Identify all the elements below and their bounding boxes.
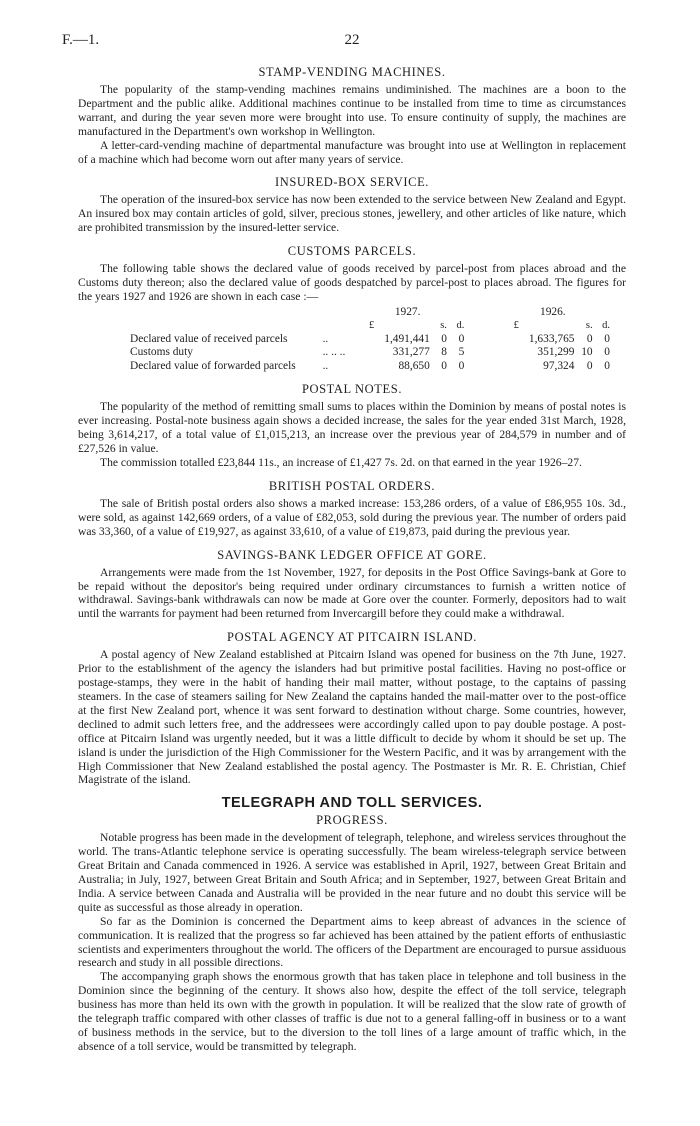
paragraph: The accompanying graph shows the enormous growth that has taken place in telephone and toll business in the Dominion since the beginning of the century. It shows also how, despite the effect of the toll service, telegraph business has more than held its own with the growth in population. It will be realized that the slow rate of growth of the telegraph traffic compared with other classes of traffic is due not to a general falling-off in business or to a want of business methods in the service, but to the diversion to the toll lines of a large amount of traffic which, in the absence of a toll service, would be transmitted by telegraph. (78, 970, 626, 1053)
cell-pounds: 1,633,765 (528, 332, 575, 345)
paragraph: The popularity of the method of remitting small sums to places within the Dominion by means of postal notes is ever increasing. Postal-note business again shows a decided increase, the sales for the year ended 31st March, 1928, being 3,614,217, of a total value of £1,015,213, an increase over the previous year of 284,579 in number and of £27,526 in value. (78, 400, 626, 456)
paragraph: The following table shows the declared value of goods received by parcel-post from places abroad and the Customs duty thereon; also the declared value of goods despatched by parcel-post to places abroad. The figures for the years 1927 and 1926 are shown in each case :— (78, 262, 626, 303)
section-title-postal-notes: POSTAL NOTES. (301, 382, 403, 397)
unit-pence: d. (456, 320, 465, 332)
paragraph: A letter-card-vending machine of departmental manufacture was brought into use at Wellington in replacement of a machine which had become worn out after many years of service. (78, 138, 626, 166)
table-unit-row (130, 319, 610, 333)
cell-pence: 0 (458, 359, 465, 372)
cell-pounds: 331,277 (392, 346, 430, 359)
cell-shillings: 8 (441, 346, 447, 359)
section-title-savings-bank-gore: SAVINGS-BANK LEDGER OFFICE AT GORE. (217, 547, 487, 562)
cell-shillings: 0 (586, 359, 593, 372)
paragraph: Arrangements were made from the 1st November, 1927, for deposits in the Post Office Savings-bank at Gore to be repaid without the depositor's being required under ordinary circumstances to furnish a written notice of withdrawal. Savings-bank withdrawals can now be made at Gore over the counter. Formerly, depositors had to wait until the warrants for payment had been returned from Invercargill before they could make a withdrawal. (78, 565, 626, 621)
cell-pence: 0 (604, 359, 610, 372)
paragraph: A postal agency of New Zealand established at Pitcairn Island was opened for business on the 7th June, 1927. Prior to the establishment of the agency the islanders had but primitive postal facilities. Having no post-office or postage-stamps, they were in the habit of handing their mail matter, without postage, to the captains of passing steamers. In the case of steamers sailing for New Zealand the captains handed the mail-matter over to the post-office at the first New Zealand port, whence it was sent forward to destination without charge. Some countries, however, declined to admit such letters free, and the addressees were accordingly called upon to pay double postage. A post-office at Pitcairn Island was urgently needed, but it was a little difficult to decide by whom it should be set up. The island is under the jurisdiction of the High Commissioner for the Western Pacific, and it was by arrangement with the High Commissioner that New Zealand established the postal agency. The Postmaster is Mr. R. E. Christian, Chief Magistrate of the island. (78, 648, 626, 787)
customs-table (130, 306, 610, 374)
section-title-progress: PROGRESS. (316, 813, 388, 828)
cell-pence: 0 (604, 346, 610, 359)
row-label: Declared value of forwarded parcels (130, 359, 296, 372)
unit-pence: d. (602, 320, 610, 332)
section-title-stamp-vending: STAMP-VENDING MACHINES. (258, 65, 446, 79)
unit-shilling: s. (585, 320, 593, 332)
section-title-british-postal-orders: BRITISH POSTAL ORDERS. (268, 478, 436, 493)
unit-pound: £ (513, 320, 519, 332)
cell-pounds: 97,324 (543, 359, 575, 372)
paragraph: The sale of British postal orders also shows a marked increase: 153,286 orders, of a value of £86,955 10s. 3d., were sold, as against 142,669 orders, of a value of £82,053, sold during the previous year. The number of orders paid was 33,360, of a value of £19,927, as against 33,610, of a value of £19,873, paid during the previous year. (78, 496, 626, 538)
row-label: Declared value of received parcels (130, 332, 288, 345)
paragraph: Notable progress has been made in the development of telegraph, telephone, and wireless services throughout the world. The trans-Atlantic telephone service is operating successfully. The beam wireless-telegraph service between Great Britain and Canada commenced in 1926. A service was established in April, 1927, between Great Britain and Australia; in July, 1927, between Great Britain and South Africa; and in September, 1927, between Great Britain and India. A service between Canada and Australia will be provided in the near future and no doubt this service will be quite as successful as those already in operation. (78, 831, 626, 914)
cell-pounds: 88,650 (398, 359, 430, 372)
paragraph: So far as the Dominion is concerned the Department aims to keep abreast of advances in the science of communication. It is realized that the progress so far achieved has been attained by the patient efforts of enthusiastic scientists and experimenters throughout the world. The officers of the Department are encouraged to pursue assiduous research and study in all possible directions. (78, 914, 626, 970)
cell-pence: 5 (458, 346, 465, 359)
row-label: Customs duty (130, 346, 193, 359)
paragraph: The popularity of the stamp-vending machines remains undiminished. The machines are a boon to the Department and the public alike. Additional machines continue to be installed from time to time as circumstances warrant, and during the year seven more were brought into use. To ensure continuity of supply, the machines are manufactured in the Department's own workshop in Wellington. (78, 83, 626, 138)
cell-pence: 0 (604, 332, 610, 345)
cell-shillings: 0 (441, 332, 447, 345)
cell-shillings: 10 (581, 346, 593, 359)
cell-shillings: 0 (441, 359, 447, 372)
section-title-insured-box: INSURED-BOX SERVICE. (274, 175, 430, 190)
table-year-row (130, 306, 610, 320)
section-title-pitcairn-island: POSTAL AGENCY AT PITCAIRN ISLAND. (227, 630, 477, 645)
paragraph: The commission totalled £23,844 11s., an increase of £1,427 7s. 2d. on that earned in the year 1926–27. (100, 456, 582, 469)
unit-shilling: s. (440, 320, 447, 332)
major-heading-telegraph-toll: TELEGRAPH AND TOLL SERVICES. (221, 795, 483, 812)
table-row (130, 346, 610, 360)
cell-pounds: 1,491,441 (384, 332, 430, 345)
document-page (62, 32, 626, 1054)
year-header-1926: 1926. (540, 305, 566, 318)
cell-shillings: 0 (586, 332, 593, 345)
year-header-1927: 1927. (394, 305, 421, 318)
table-row (130, 333, 610, 347)
paragraph: The operation of the insured-box service has now been extended to the service between New Zealand and Egypt. An insured box may contain articles of gold, silver, precious stones, jewellery, and other articles of like nature, which are prohibited transmission by the insured-letter service. (78, 193, 626, 235)
page-header (62, 32, 626, 56)
leader-dots: .. .. .. (322, 346, 346, 359)
leader-dots: .. (322, 359, 329, 372)
table-row (130, 360, 610, 374)
section-title-customs-parcels: CUSTOMS PARCELS. (287, 244, 417, 259)
document-reference: F.—1. (62, 32, 100, 48)
cell-pence: 0 (458, 332, 465, 345)
cell-pounds: 351,299 (537, 346, 575, 359)
leader-dots: .. (322, 332, 329, 345)
unit-pound: £ (369, 320, 375, 332)
page-number: 22 (344, 32, 360, 48)
